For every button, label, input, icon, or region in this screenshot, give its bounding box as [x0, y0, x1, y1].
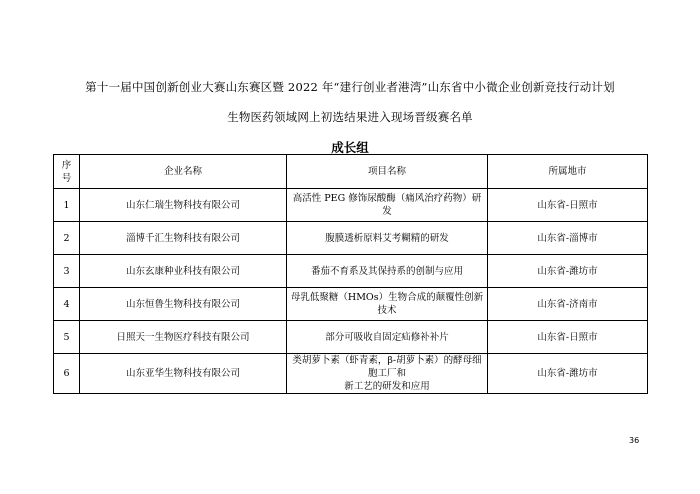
- page-number: 36: [629, 436, 640, 445]
- row-city: 山东省-日照市: [488, 189, 648, 222]
- row-city: 山东省-潍坊市: [488, 354, 648, 394]
- table-row: [54, 189, 648, 222]
- row-city: 山东省-济南市: [488, 288, 648, 321]
- header-project: 项目名称: [287, 155, 488, 189]
- row-project-line-2: 新工艺的研发和应用: [344, 381, 430, 392]
- table-header-row: [54, 155, 648, 189]
- row-project: [287, 354, 488, 394]
- row-company: 日照天一生物医疗科技有限公司: [80, 321, 287, 354]
- row-company: 山东亚华生物科技有限公司: [80, 354, 287, 394]
- row-number: 2: [54, 222, 80, 255]
- table-row: [54, 354, 648, 394]
- table-row: [54, 321, 648, 354]
- table-row: [54, 288, 648, 321]
- row-number: 6: [54, 354, 80, 394]
- header-serial-number-line-2: 号: [61, 172, 72, 184]
- document-title-line-2: 生物医药领域网上初选结果进入现场晋级赛名单: [227, 110, 473, 124]
- row-project: 母乳低聚糖（HMOs）生物合成的颠覆性创新技术: [287, 288, 488, 321]
- row-company: 淄博千汇生物科技有限公司: [80, 222, 287, 255]
- row-project: 高活性 PEG 修饰尿酸酶（痛风治疗药物）研发: [287, 189, 488, 222]
- row-company: 山东玄康种业科技有限公司: [80, 255, 287, 288]
- row-number: 1: [54, 189, 80, 222]
- row-project: 腹膜透析原料艾考糊精的研发: [287, 222, 488, 255]
- row-number: 4: [54, 288, 80, 321]
- row-company: 山东恒鲁生物科技有限公司: [80, 288, 287, 321]
- group-title: 成长组: [331, 140, 369, 155]
- row-city: 山东省-潍坊市: [488, 255, 648, 288]
- document-title-line-1: 第十一届中国创新创业大赛山东赛区暨 2022 年“建行创业者港湾”山东省中小微企业创新竞技行动计划: [85, 80, 615, 94]
- row-project-line-1: 类胡萝卜素（虾青素，β-胡萝卜素）的酵母细胞工厂和: [292, 355, 482, 379]
- row-project: 部分可吸收自固定疝修补补片: [287, 321, 488, 354]
- header-serial-number: [54, 155, 80, 189]
- table-row: [54, 255, 648, 288]
- row-number: 5: [54, 321, 80, 354]
- table-row: [54, 222, 648, 255]
- header-company: 企业名称: [80, 155, 287, 189]
- row-city: 山东省-日照市: [488, 321, 648, 354]
- finalist-table: [53, 154, 648, 394]
- header-city: 所属地市: [488, 155, 648, 189]
- row-company: 山东仁瑞生物科技有限公司: [80, 189, 287, 222]
- header-serial-number-line-1: 序: [61, 159, 72, 171]
- row-number: 3: [54, 255, 80, 288]
- row-project: 番茄不育系及其保持系的创制与应用: [287, 255, 488, 288]
- row-city: 山东省-淄博市: [488, 222, 648, 255]
